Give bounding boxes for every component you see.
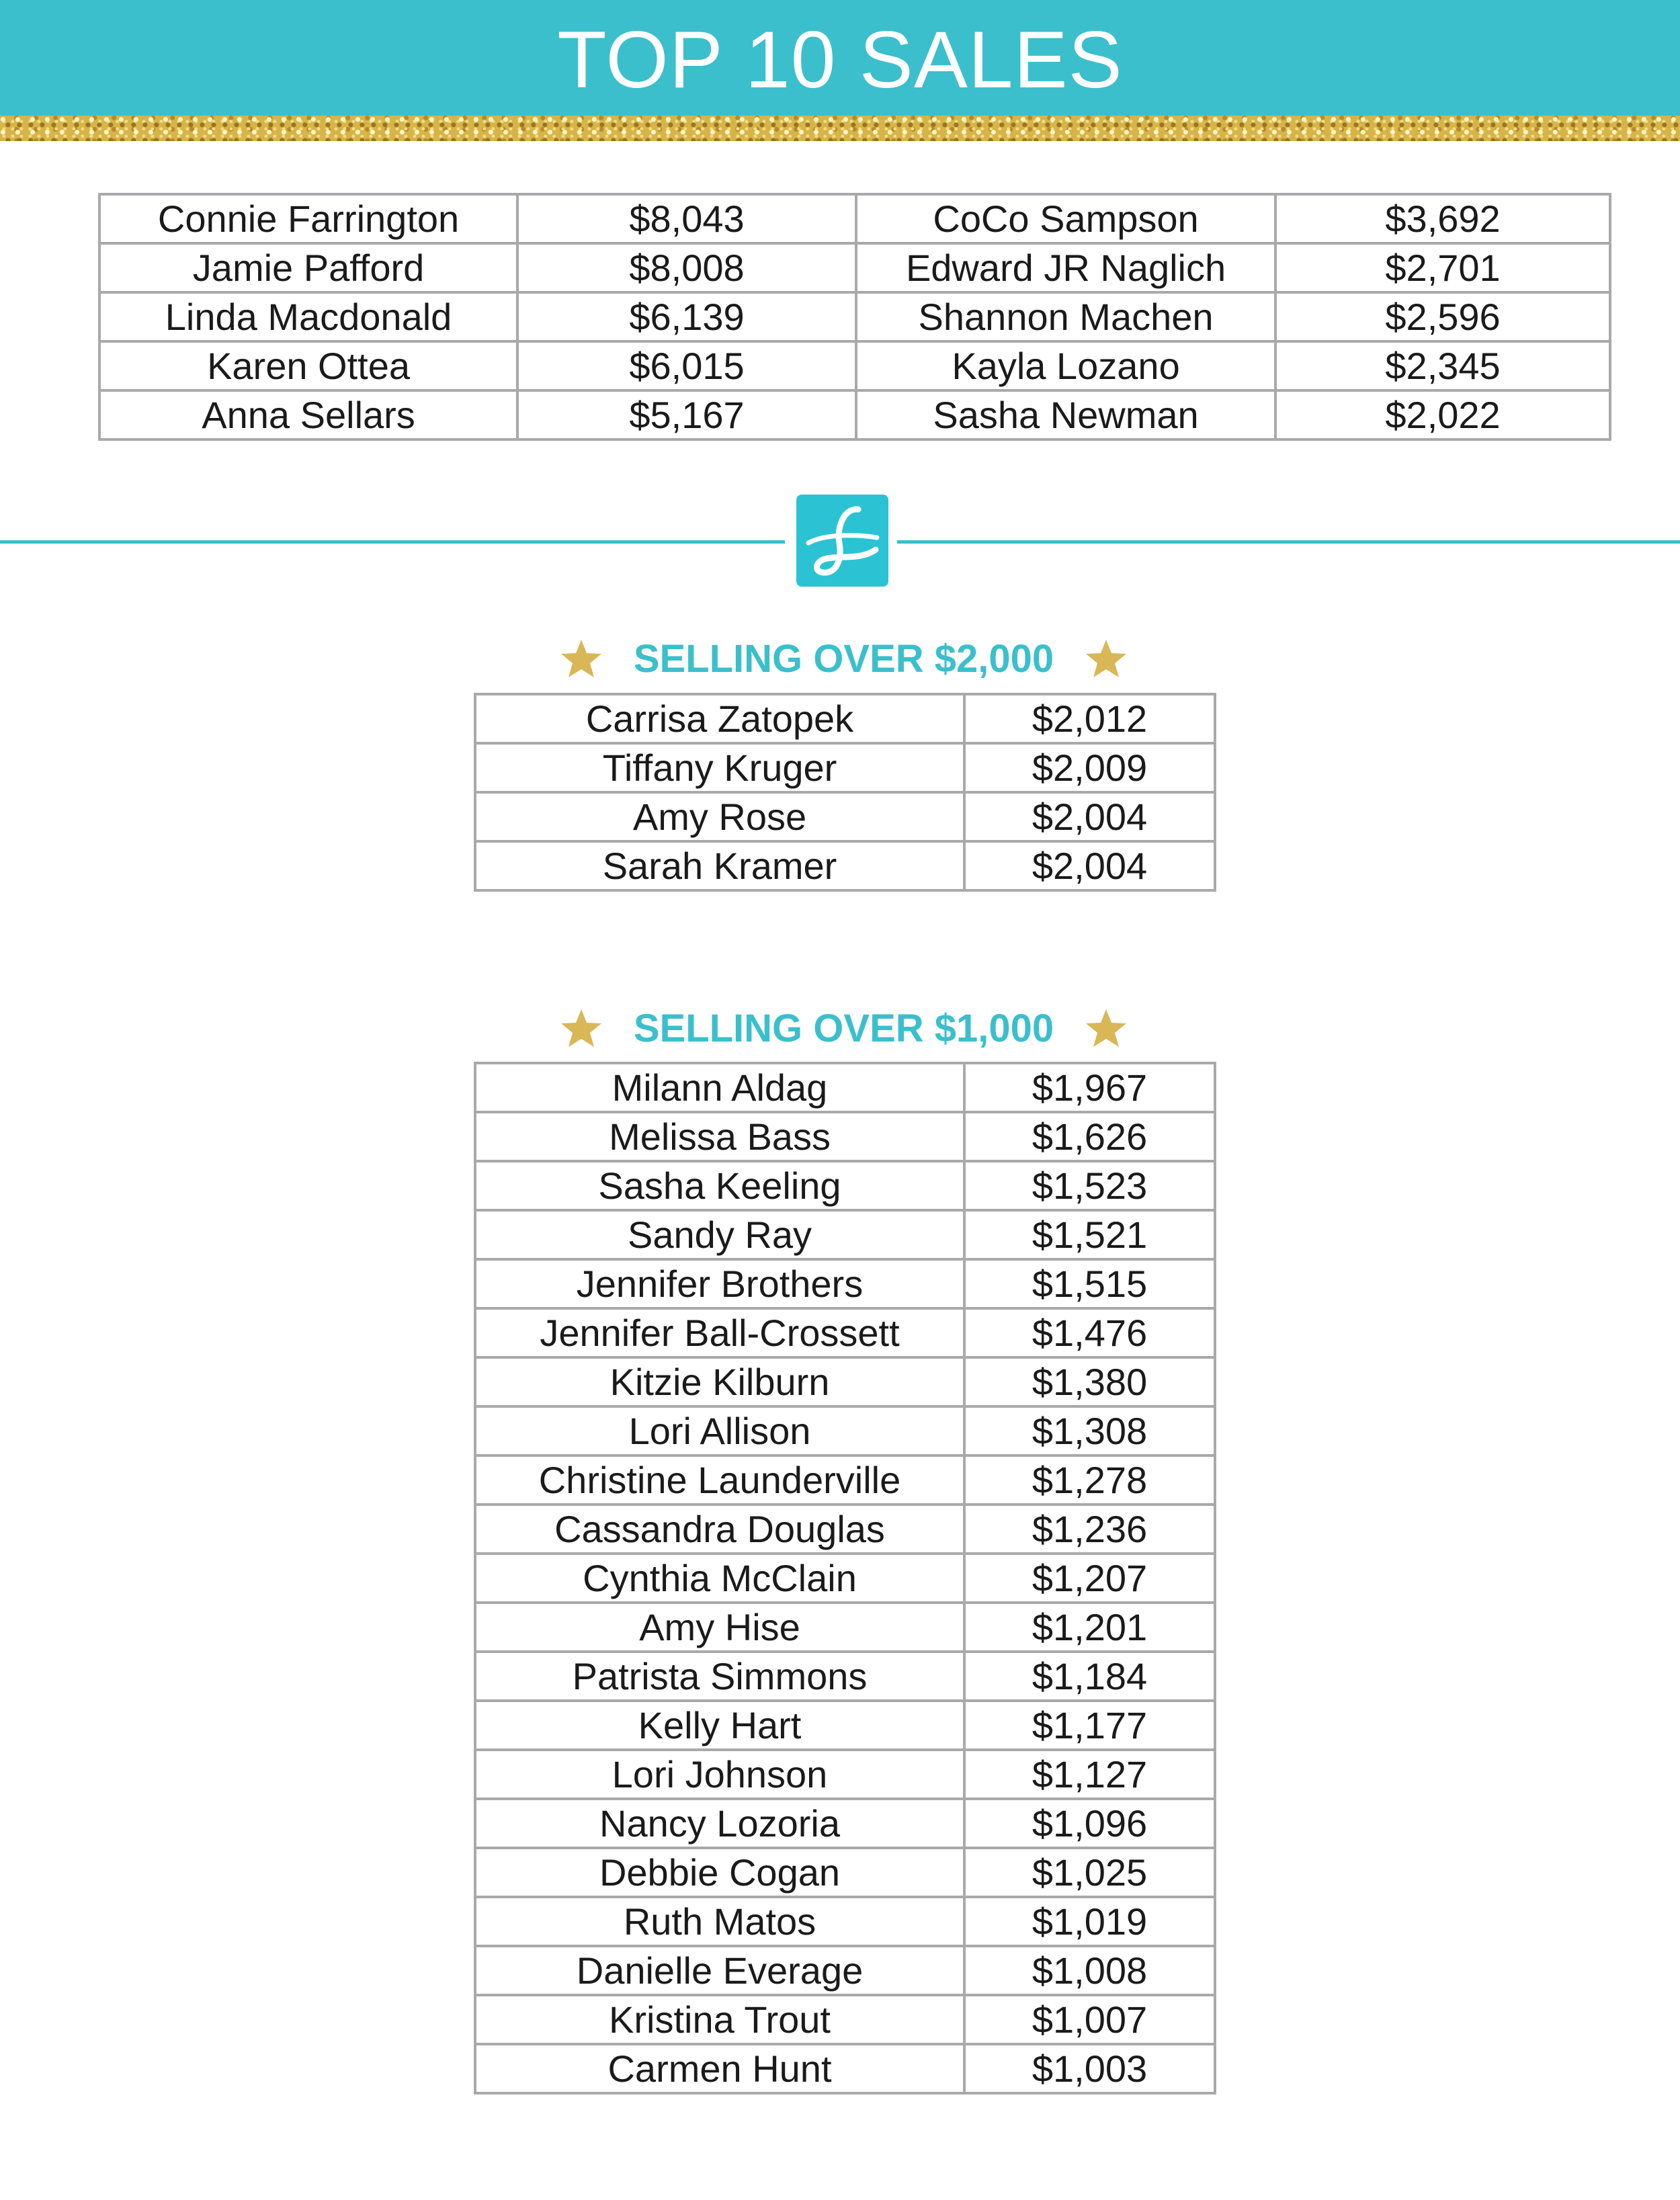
sales-amount: $3,692 xyxy=(1275,194,1610,243)
sales-amount: $1,380 xyxy=(964,1357,1215,1406)
divider-line-right xyxy=(897,540,1680,544)
seller-name: Carrisa Zatopek xyxy=(475,694,964,743)
seller-name: Kelly Hart xyxy=(475,1701,964,1750)
divider-line-left xyxy=(0,540,785,544)
page-header xyxy=(0,0,1680,116)
sales-amount: $1,007 xyxy=(964,1995,1215,2044)
seller-name: Lori Allison xyxy=(475,1406,964,1455)
seller-name: Debbie Cogan xyxy=(475,1848,964,1897)
sales-amount: $1,278 xyxy=(964,1455,1215,1505)
sales-amount: $2,345 xyxy=(1275,341,1610,390)
section-header-over-2000 xyxy=(474,632,1214,685)
seller-name: Carmen Hunt xyxy=(475,2044,964,2093)
top-10-sales-table xyxy=(98,193,1611,441)
star-icon xyxy=(560,1007,603,1050)
sales-amount: $2,022 xyxy=(1275,390,1610,439)
sales-amount: $1,523 xyxy=(964,1161,1215,1210)
sales-amount: $1,003 xyxy=(964,2044,1215,2093)
table-row xyxy=(475,743,1215,792)
table-row xyxy=(99,292,1610,341)
sales-amount: $1,521 xyxy=(964,1210,1215,1259)
seller-name: Amy Rose xyxy=(475,792,964,841)
table-row xyxy=(475,1603,1215,1652)
sales-amount: $1,967 xyxy=(964,1063,1215,1112)
table-row xyxy=(99,194,1610,243)
table-row xyxy=(99,243,1610,292)
seller-name: Jennifer Brothers xyxy=(475,1259,964,1308)
table-row xyxy=(475,1308,1215,1357)
sales-amount: $1,236 xyxy=(964,1505,1215,1554)
seller-name: Cassandra Douglas xyxy=(475,1505,964,1554)
table-row xyxy=(475,1652,1215,1701)
table-row xyxy=(475,1259,1215,1308)
table-row xyxy=(99,341,1610,390)
gold-glitter-border xyxy=(0,116,1680,141)
section-header-over-1000 xyxy=(474,1001,1214,1055)
star-icon xyxy=(1085,1007,1128,1050)
seller-name: Milann Aldag xyxy=(475,1063,964,1112)
table-row xyxy=(475,1848,1215,1897)
sales-amount: $1,201 xyxy=(964,1603,1215,1652)
sales-amount: $1,207 xyxy=(964,1554,1215,1603)
seller-name: Edward JR Naglich xyxy=(856,243,1275,292)
table-row xyxy=(475,1554,1215,1603)
seller-name: Nancy Lozoria xyxy=(475,1799,964,1848)
seller-name: Sarah Kramer xyxy=(475,841,964,890)
seller-name: Danielle Everage xyxy=(475,1946,964,1995)
selling-over-2000-table xyxy=(474,693,1216,892)
table-row xyxy=(475,1357,1215,1406)
sales-amount: $1,515 xyxy=(964,1259,1215,1308)
sales-amount: $1,177 xyxy=(964,1701,1215,1750)
sales-amount: $2,009 xyxy=(964,743,1215,792)
seller-name: Anna Sellars xyxy=(99,390,517,439)
table-row xyxy=(475,2044,1215,2093)
sales-amount: $6,015 xyxy=(517,341,856,390)
table-row xyxy=(475,1946,1215,1995)
table-row xyxy=(475,1112,1215,1161)
seller-name: Linda Macdonald xyxy=(99,292,517,341)
sales-amount: $1,626 xyxy=(964,1112,1215,1161)
seller-name: Cynthia McClain xyxy=(475,1554,964,1603)
seller-name: Kitzie Kilburn xyxy=(475,1357,964,1406)
seller-name: CoCo Sampson xyxy=(856,194,1275,243)
sales-amount: $2,012 xyxy=(964,694,1215,743)
seller-name: Kayla Lozano xyxy=(856,341,1275,390)
table-row xyxy=(475,1799,1215,1848)
seller-name: Jennifer Ball-Crossett xyxy=(475,1308,964,1357)
seller-name: Lori Johnson xyxy=(475,1750,964,1799)
sales-amount: $2,701 xyxy=(1275,243,1610,292)
table-row xyxy=(475,841,1215,890)
table-row xyxy=(475,1063,1215,1112)
seller-name: Sasha Keeling xyxy=(475,1161,964,1210)
seller-name: Sasha Newman xyxy=(856,390,1275,439)
table-row xyxy=(475,1995,1215,2044)
brand-script-logo-icon xyxy=(796,495,888,587)
star-icon xyxy=(560,637,603,680)
selling-over-1000-table xyxy=(474,1062,1216,2095)
seller-name: Amy Hise xyxy=(475,1603,964,1652)
table-row xyxy=(99,390,1610,439)
section-title-over-1000: SELLING OVER $1,000 xyxy=(633,1006,1054,1050)
section-title-over-2000: SELLING OVER $2,000 xyxy=(633,636,1054,681)
sales-amount: $1,127 xyxy=(964,1750,1215,1799)
sales-amount: $1,476 xyxy=(964,1308,1215,1357)
page-title: TOP 10 SALES xyxy=(557,15,1123,105)
sales-amount: $5,167 xyxy=(517,390,856,439)
seller-name: Kristina Trout xyxy=(475,1995,964,2044)
seller-name: Ruth Matos xyxy=(475,1897,964,1946)
seller-name: Jamie Pafford xyxy=(99,243,517,292)
table-row xyxy=(475,1161,1215,1210)
sales-amount: $1,019 xyxy=(964,1897,1215,1946)
sales-amount: $1,308 xyxy=(964,1406,1215,1455)
table-row xyxy=(475,792,1215,841)
seller-name: Karen Ottea xyxy=(99,341,517,390)
table-row xyxy=(475,1455,1215,1505)
table-row xyxy=(475,694,1215,743)
seller-name: Christine Launderville xyxy=(475,1455,964,1505)
table-row xyxy=(475,1701,1215,1750)
sales-amount: $2,004 xyxy=(964,841,1215,890)
seller-name: Patrista Simmons xyxy=(475,1652,964,1701)
sales-amount: $1,184 xyxy=(964,1652,1215,1701)
seller-name: Melissa Bass xyxy=(475,1112,964,1161)
star-icon xyxy=(1085,637,1128,680)
sales-amount: $8,008 xyxy=(517,243,856,292)
sales-amount: $1,096 xyxy=(964,1799,1215,1848)
table-row xyxy=(475,1210,1215,1259)
sales-amount: $1,008 xyxy=(964,1946,1215,1995)
seller-name: Sandy Ray xyxy=(475,1210,964,1259)
seller-name: Connie Farrington xyxy=(99,194,517,243)
sales-amount: $1,025 xyxy=(964,1848,1215,1897)
table-row xyxy=(475,1406,1215,1455)
table-row xyxy=(475,1897,1215,1946)
table-row xyxy=(475,1505,1215,1554)
sales-amount: $2,004 xyxy=(964,792,1215,841)
seller-name: Shannon Machen xyxy=(856,292,1275,341)
table-row xyxy=(475,1750,1215,1799)
sales-amount: $2,596 xyxy=(1275,292,1610,341)
sales-amount: $6,139 xyxy=(517,292,856,341)
seller-name: Tiffany Kruger xyxy=(475,743,964,792)
sales-amount: $8,043 xyxy=(517,194,856,243)
